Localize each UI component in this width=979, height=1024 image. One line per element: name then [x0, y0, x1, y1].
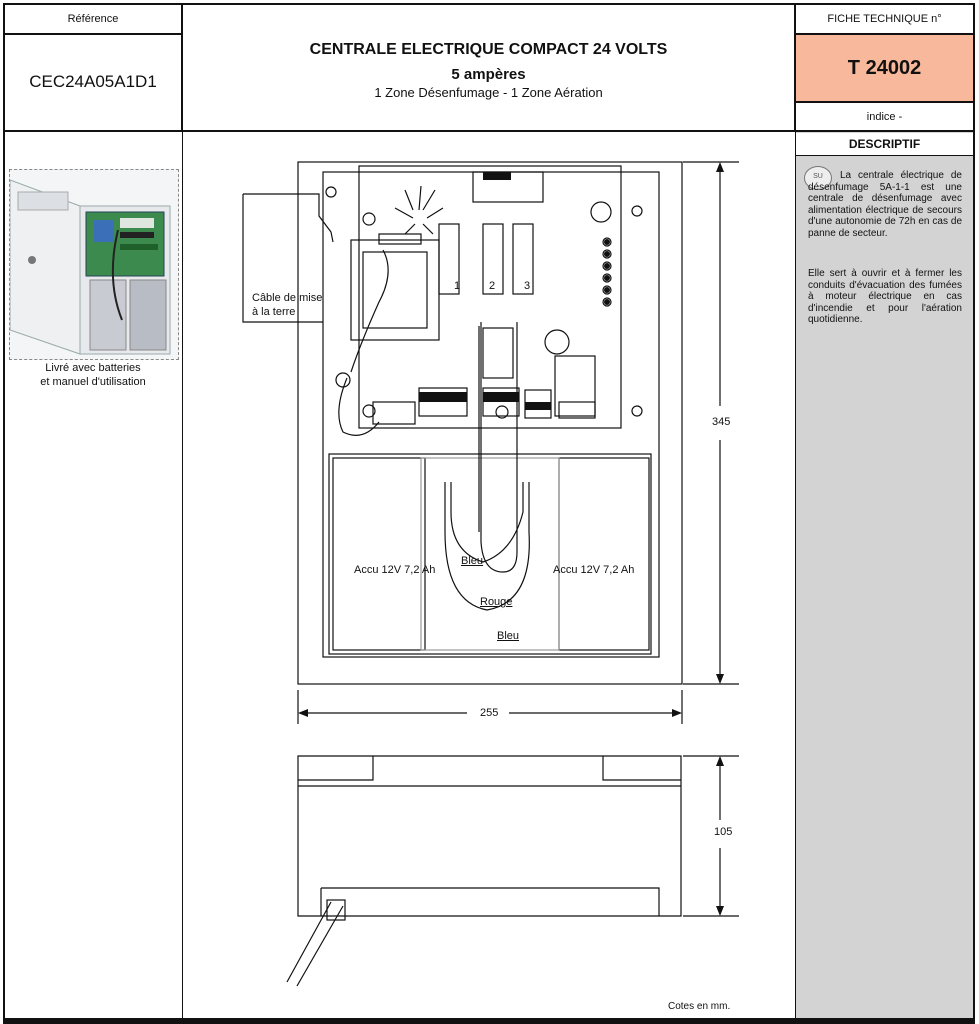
fiche-number: T 24002 — [847, 57, 922, 79]
descriptif-column — [795, 132, 975, 1020]
reference-label-cell — [3, 3, 183, 35]
battery-left-label: Accu 12V 7,2 Ah — [354, 564, 436, 576]
reference-label: Référence — [67, 13, 119, 25]
reference-value-cell — [3, 33, 183, 132]
terminal-1-label: 1 — [454, 280, 461, 292]
wire-blue-label-1: Bleu — [461, 555, 484, 567]
terminal-3-label: 3 — [524, 280, 531, 292]
units-note: Cotes en mm. — [668, 1001, 731, 1012]
width-dimension: 255 — [480, 707, 499, 719]
product-photo — [10, 170, 178, 359]
depth-dimension: 105 — [714, 826, 733, 838]
descriptif-paragraph-2: Elle sert à ouvrir et à fermer les conduits d'évacuation des fumées à moteur électrique en cas d'incendie et pour l'aération quotidienne. — [808, 268, 962, 325]
terminal-2-label: 2 — [489, 280, 496, 292]
photo-caption-line2: et manuel d'utilisation — [40, 376, 146, 388]
wire-blue-label-2: Bleu — [497, 630, 520, 642]
title-cell — [181, 3, 796, 132]
descriptif-heading: DESCRIPTIF — [848, 137, 921, 151]
fiche-label-cell — [794, 3, 975, 35]
ground-cable-label-2: à la terre — [252, 306, 296, 318]
descriptif-paragraph-1: La centrale électrique de désenfumage 5A-1-1 est une centrale de désenfumage avec alimentation électrique de secours d'une autonomie de 72h en cas de panne de secteur. — [808, 170, 962, 239]
su-badge-label: SU — [813, 173, 823, 180]
page-subtitle: 5 ampères — [451, 66, 526, 83]
fiche-label: FICHE TECHNIQUE n° — [827, 13, 942, 25]
zones-text: 1 Zone Désenfumage - 1 Zone Aération — [374, 85, 603, 100]
reference-value: CEC24A05A1D1 — [29, 72, 157, 91]
photo-caption-line1: Livré avec batteries — [45, 362, 141, 374]
product-photo-frame — [9, 169, 179, 360]
descriptif-heading-cell — [795, 133, 975, 156]
height-dimension: 345 — [712, 416, 731, 428]
fiche-number-cell — [794, 33, 975, 103]
enclosure-front-view — [183, 132, 795, 1020]
ground-cable-label-1: Câble de mise — [252, 292, 323, 304]
battery-right-label: Accu 12V 7,2 Ah — [553, 564, 635, 576]
indice-text: indice - — [866, 111, 903, 123]
wire-red-label: Rouge — [480, 596, 513, 608]
page-title: CENTRALE ELECTRIQUE COMPACT 24 VOLTS — [309, 41, 668, 58]
indice-cell — [794, 101, 975, 132]
